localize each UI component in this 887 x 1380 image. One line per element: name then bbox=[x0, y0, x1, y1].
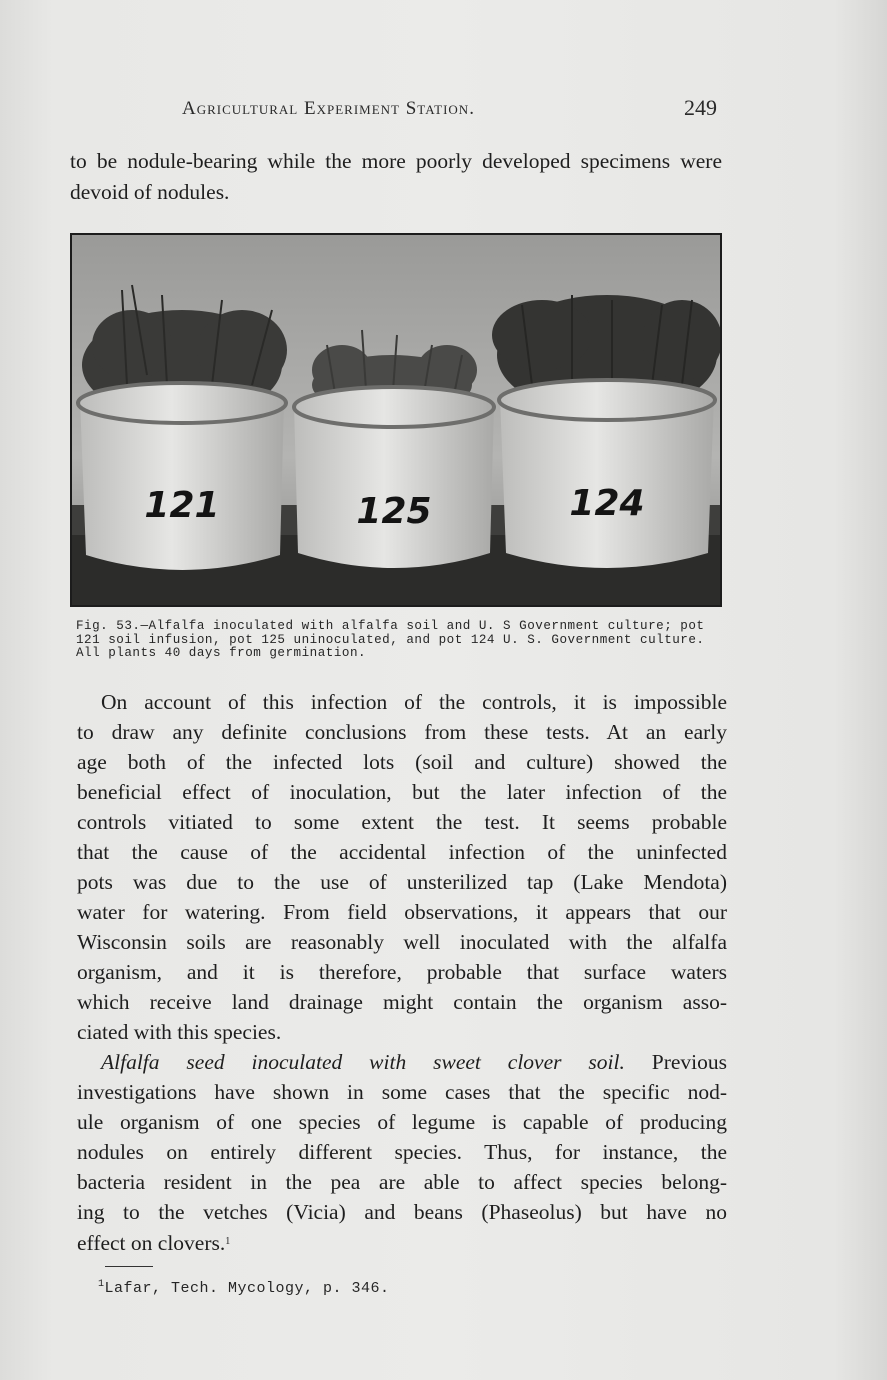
pot-label-124: 124 bbox=[569, 483, 645, 524]
paragraph2-first-line bbox=[77, 1047, 727, 1077]
text-line: bacteria resident in the pea are able to affect species belong- bbox=[77, 1170, 727, 1194]
text-line: organism, and it is therefore, probable that surface waters bbox=[77, 960, 727, 984]
text-line: beneficial effect of inoculation, but the later infection of the bbox=[77, 780, 727, 804]
text-fragment: Previous bbox=[651, 1050, 727, 1074]
caption-line: Fig. 53.—Alfalfa inoculated with alfalfa soil and U. S Government culture; pot bbox=[76, 619, 705, 633]
pot-label-121: 121 bbox=[144, 485, 220, 526]
text-line: controls vitiated to some extent the test. It seems probable bbox=[77, 810, 727, 834]
footnote-rule bbox=[105, 1266, 153, 1267]
photo-alfalfa-pots bbox=[72, 235, 720, 605]
caption-line: 121 soil infusion, pot 125 uninoculated, and pot 124 U. S. Government culture. bbox=[76, 632, 705, 647]
footnote-reference[interactable]: 1 bbox=[225, 1236, 231, 1247]
page-number: 249 bbox=[684, 95, 717, 120]
caption-line: All plants 40 days from germination. bbox=[76, 646, 367, 660]
text-line: ing to the vetches (Vicia) and beans (Phaseolus) but have no bbox=[77, 1200, 727, 1224]
text-line: water for watering. From field observations, it appears that our bbox=[77, 900, 727, 924]
running-title: Agricultural Experiment Station. bbox=[182, 98, 475, 119]
body-text bbox=[77, 687, 727, 1257]
text-line: age both of the infected lots (soil and culture) showed the bbox=[77, 750, 727, 774]
text-line: nodules on entirely different species. Thus, for instance, the bbox=[77, 1140, 727, 1164]
text-fragment: effect on clovers. bbox=[77, 1231, 226, 1255]
pot-label-125: 125 bbox=[356, 491, 432, 532]
figure-photo bbox=[70, 233, 722, 607]
section-heading-italic: Alfalfa seed inoculated with sweet clover soil. bbox=[101, 1050, 625, 1074]
text-line bbox=[77, 1227, 727, 1257]
text-line: Wisconsin soils are reasonably well inoculated with the alfalfa bbox=[77, 930, 727, 954]
footnote-text: Lafar, Tech. Mycology, p. 346. bbox=[104, 1280, 390, 1297]
text-line: investigations have shown in some cases that the specific nod- bbox=[77, 1080, 727, 1104]
text-line: to draw any definite conclusions from these tests. At an early bbox=[77, 720, 727, 744]
text-line: pots was due to the use of unsterilized tap (Lake Mendota) bbox=[77, 870, 727, 894]
text-line: ule organism of one species of legume is capable of producing bbox=[77, 1110, 727, 1134]
text-line: which receive land drainage might contain the organism asso- bbox=[77, 990, 727, 1014]
text-line: On account of this infection of the controls, it is impossible bbox=[101, 690, 727, 714]
figure-caption bbox=[76, 620, 726, 661]
footnote-marker: 1 bbox=[98, 1279, 105, 1290]
text-line: that the cause of the accidental infection of the uninfected bbox=[77, 840, 727, 864]
pot-124 bbox=[499, 380, 715, 568]
pot-125 bbox=[294, 387, 494, 568]
footnote bbox=[98, 1279, 390, 1297]
text-line: ciated with this species. bbox=[77, 1020, 282, 1044]
top-paragraph: to be nodule-bearing while the more poorly developed specimens were devoid of nodules. bbox=[70, 149, 722, 204]
pot-121 bbox=[78, 383, 286, 570]
